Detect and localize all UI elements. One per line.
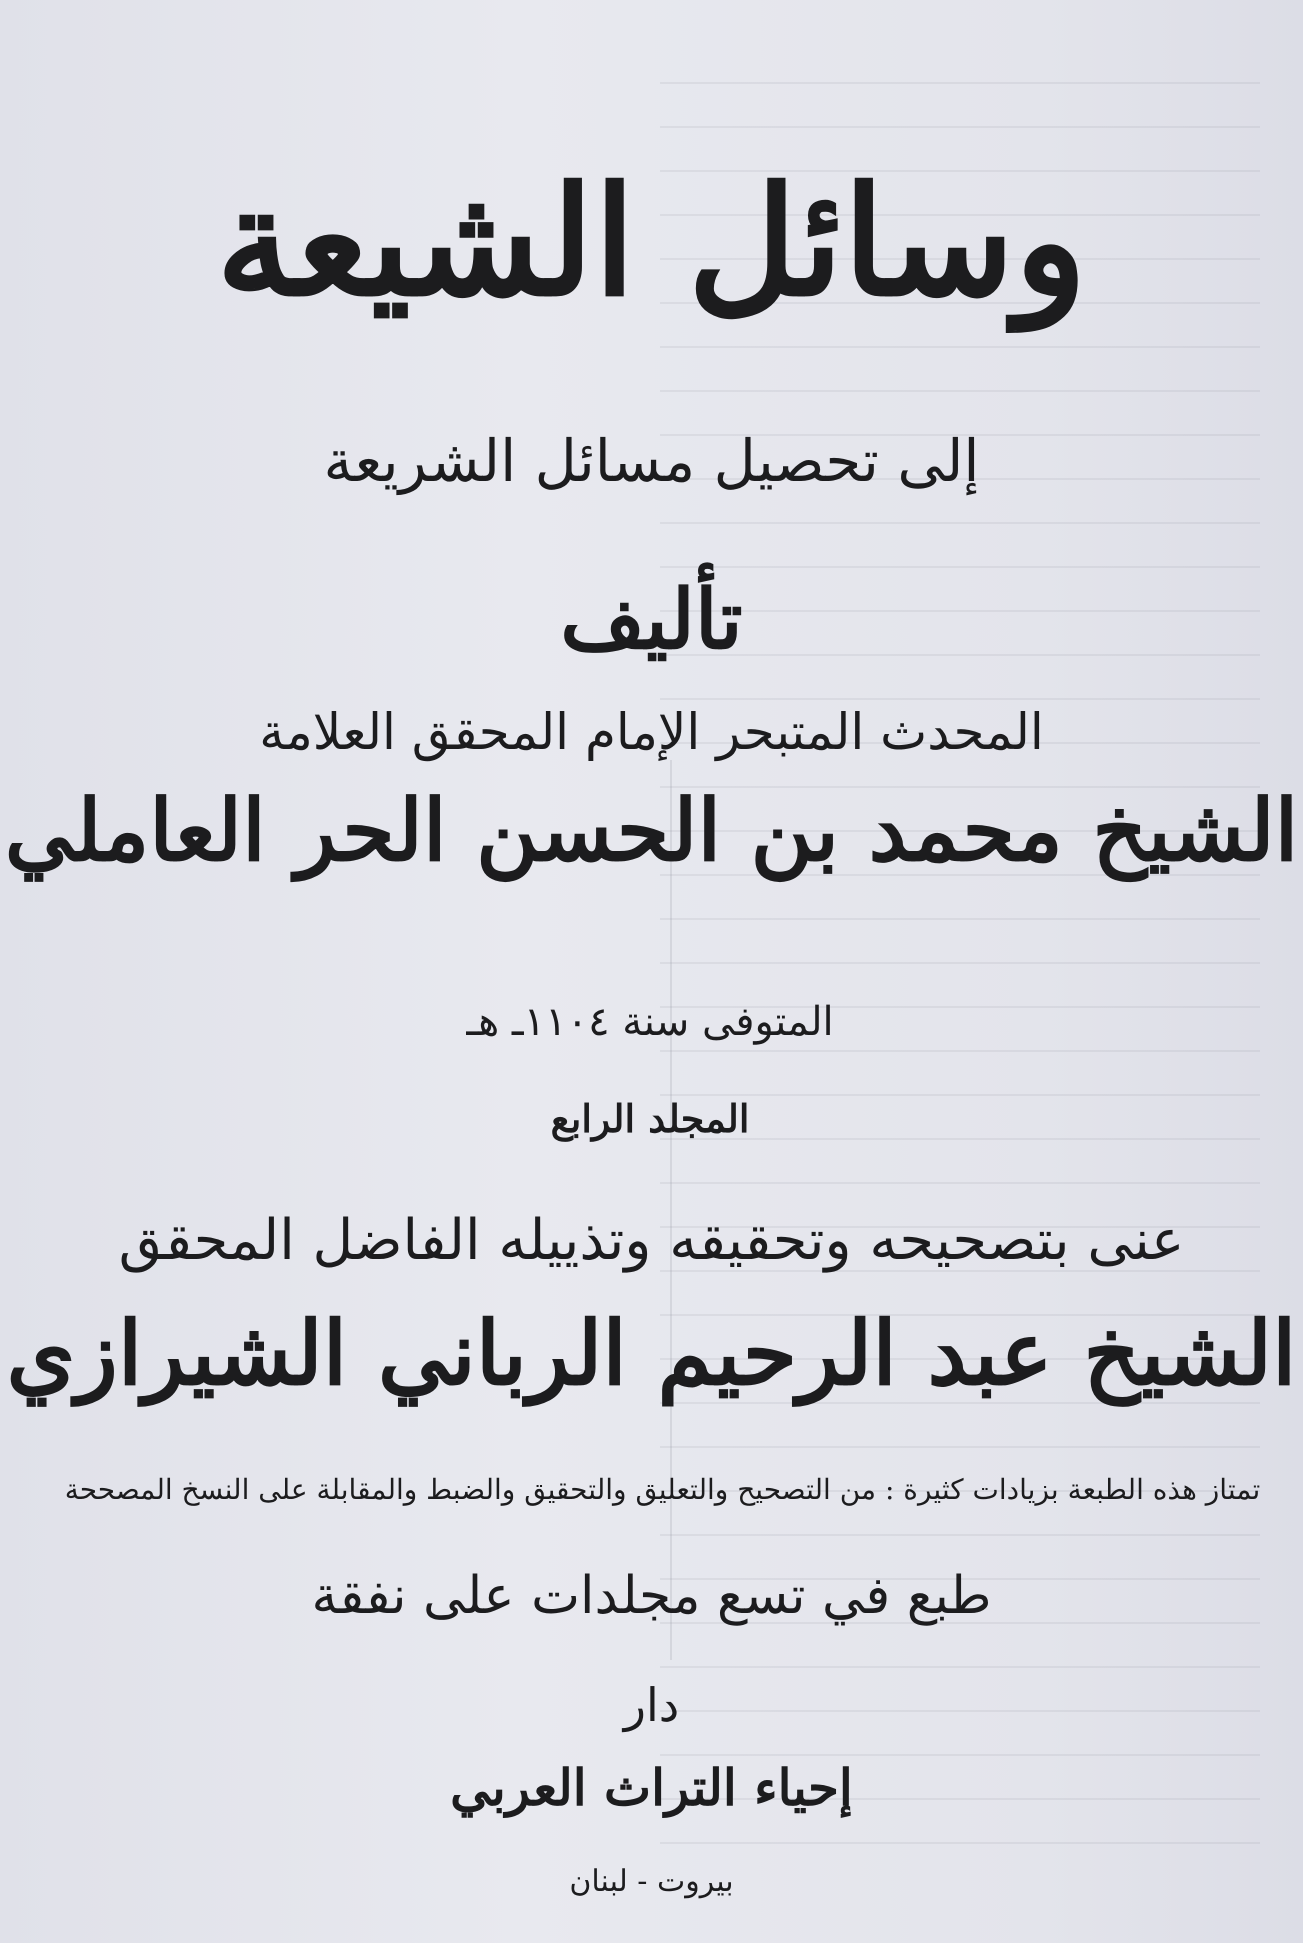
publisher-city: بيروت - لبنان (569, 1864, 734, 1899)
publisher-dar: دار (623, 1678, 680, 1732)
volume-label: المجلد الرابع (550, 1096, 750, 1141)
editor-description: عنى بتصحيحه وتحقيقه وتذييله الفاضل المحقق (118, 1208, 1185, 1273)
book-title: وسائل الشيعة (216, 154, 1087, 330)
author-death-year: المتوفى سنة ١١٠٤ـ هـ (466, 999, 834, 1045)
publisher-name: إحياء التراث العربي (450, 1758, 853, 1817)
print-note: طبع في تسع مجلدات على نفقة (311, 1566, 992, 1626)
author-name: الشيخ محمد بن الحسن الحر العاملي (4, 781, 1299, 881)
editor-name: الشيخ عبد الرحيم الرباني الشيرازي (6, 1301, 1297, 1405)
author-description: المحدث المتبحر الإمام المحقق العلامة (259, 703, 1044, 761)
authorship-label: تأليف (560, 572, 743, 668)
edition-note: تمتاز هذه الطبعة بزيادات كثيرة : من التصحيح والتعليق والتحقيق والضبط والمقابلة على النسخ المصححة (64, 1473, 1261, 1506)
book-subtitle: إلى تحصيل مسائل الشريعة (323, 427, 980, 495)
